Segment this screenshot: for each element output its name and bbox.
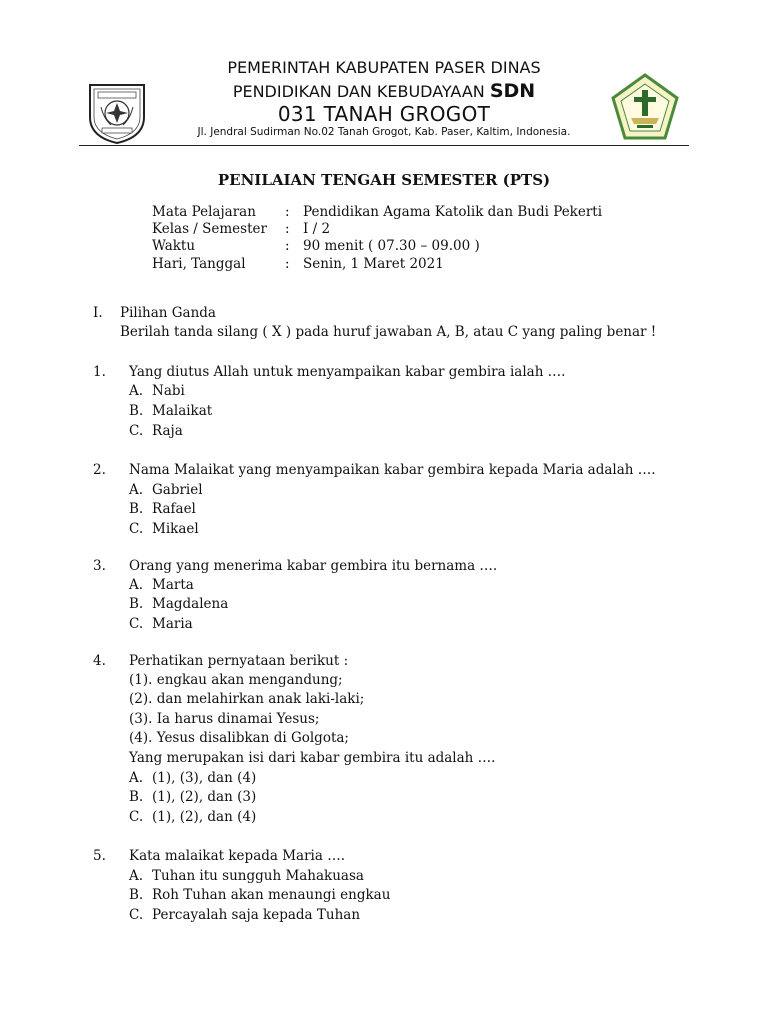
- statement-line: (4). Yesus disalibkan di Golgota;: [129, 730, 349, 746]
- section-instruction: Berilah tanda silang ( X ) pada huruf jawaban A, B, atau C yang paling benar !: [120, 324, 657, 340]
- info-value: 90 menit ( 07.30 – 09.00 ): [303, 238, 480, 254]
- option-text: Magdalena: [152, 596, 229, 612]
- info-label: Kelas / Semester: [152, 221, 267, 237]
- option-text: Percayalah saja kepada Tuhan: [152, 907, 361, 923]
- school-address: Jl. Jendral Sudirman No.02 Tanah Grogot, Kab. Paser, Kaltim, Indonesia.: [197, 126, 571, 138]
- question-text: Yang diutus Allah untuk menyampaikan kabar gembira ialah ….: [129, 364, 566, 380]
- option-letter: C.: [129, 423, 144, 439]
- letterhead-line-2-bold: SDN: [489, 80, 536, 102]
- exam-title: PENILAIAN TENGAH SEMESTER (PTS): [217, 171, 551, 189]
- section-title: Pilihan Ganda: [120, 305, 216, 321]
- question-text: Perhatikan pernyataan berikut :: [129, 653, 349, 669]
- option-letter: A.: [129, 383, 144, 399]
- question-number: 2.: [93, 462, 106, 478]
- question-number: 4.: [93, 653, 106, 669]
- option-letter: A.: [129, 770, 144, 786]
- option-text: (1), (2), dan (4): [152, 809, 257, 825]
- option-text: Tuhan itu sungguh Mahakuasa: [152, 868, 364, 884]
- info-colon: :: [285, 256, 290, 272]
- option-text: (1), (2), dan (3): [152, 789, 257, 805]
- option-letter: B.: [129, 596, 144, 612]
- info-label: Mata Pelajaran: [152, 204, 256, 220]
- option-letter: B.: [129, 403, 144, 419]
- question-text: Kata malaikat kepada Maria ….: [129, 848, 345, 864]
- option-text: (1), (3), dan (4): [152, 770, 257, 786]
- info-label: Hari, Tanggal: [152, 256, 246, 272]
- option-text: Raja: [152, 423, 183, 439]
- option-letter: A.: [129, 482, 144, 498]
- option-letter: C.: [129, 907, 144, 923]
- option-text: Nabi: [152, 383, 185, 399]
- option-text: Roh Tuhan akan menaungi engkau: [152, 887, 391, 903]
- teachers-association-logo: [609, 72, 681, 144]
- option-text: Maria: [152, 616, 193, 632]
- option-letter: C.: [129, 809, 144, 825]
- info-colon: :: [285, 204, 290, 220]
- info-label: Waktu: [152, 238, 196, 254]
- question-prompt: Yang merupakan isi dari kabar gembira itu adalah ….: [129, 750, 496, 766]
- statement-line: (1). engkau akan mengandung;: [129, 672, 343, 688]
- school-name: 031 TANAH GROGOT: [277, 102, 491, 126]
- section-number: I.: [93, 305, 103, 321]
- option-text: Gabriel: [152, 482, 203, 498]
- question-number: 3.: [93, 558, 106, 574]
- question-text: Nama Malaikat yang menyampaikan kabar gembira kepada Maria adalah ….: [129, 462, 656, 478]
- statement-line: (3). Ia harus dinamai Yesus;: [129, 711, 320, 727]
- info-value: Senin, 1 Maret 2021: [303, 256, 444, 272]
- option-text: Mikael: [152, 521, 199, 537]
- question-number: 5.: [93, 848, 106, 864]
- option-text: Marta: [152, 577, 194, 593]
- option-letter: C.: [129, 521, 144, 537]
- info-value: Pendidikan Agama Katolik dan Budi Pekerti: [303, 204, 603, 220]
- info-value: I / 2: [303, 221, 331, 237]
- letterhead-line-2-text: PENDIDIKAN DAN KEBUDAYAAN: [232, 82, 485, 101]
- option-letter: A.: [129, 577, 144, 593]
- question-text: Orang yang menerima kabar gembira itu bernama ….: [129, 558, 498, 574]
- option-letter: A.: [129, 868, 144, 884]
- statement-line: (2). dan melahirkan anak laki-laki;: [129, 691, 365, 707]
- info-colon: :: [285, 221, 290, 237]
- option-text: Malaikat: [152, 403, 213, 419]
- letterhead-line-1: PEMERINTAH KABUPATEN PASER DINAS: [227, 58, 541, 77]
- option-letter: C.: [129, 616, 144, 632]
- option-letter: B.: [129, 501, 144, 517]
- option-letter: B.: [129, 887, 144, 903]
- info-colon: :: [285, 238, 290, 254]
- option-text: Rafael: [152, 501, 196, 517]
- option-letter: B.: [129, 789, 144, 805]
- question-number: 1.: [93, 364, 106, 380]
- letterhead-divider: [79, 145, 689, 146]
